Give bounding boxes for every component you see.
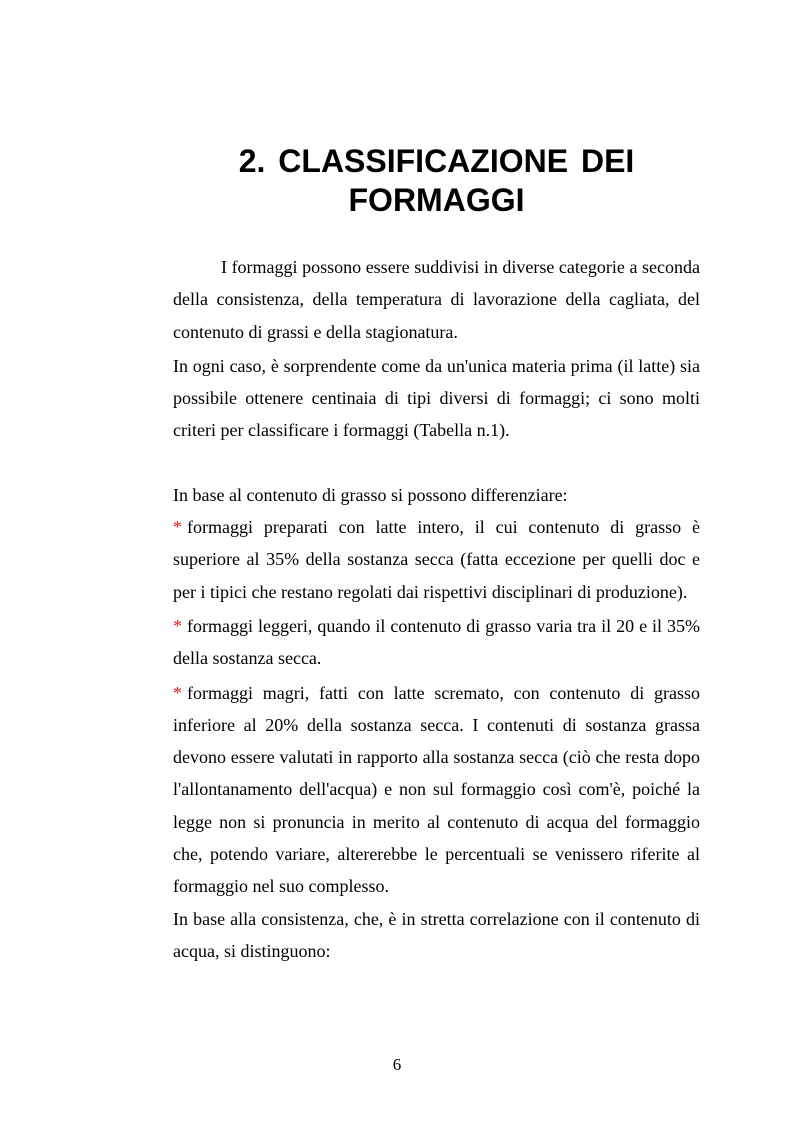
intro-paragraph: I formaggi possono essere suddivisi in diverse categorie a seconda della consistenza, della temperatura di lavorazione della cagliata, del contenuto di grassi e della stagionatura. — [173, 257, 700, 342]
bullet-item — [173, 677, 700, 903]
chapter-title-line-2: FORMAGGI — [348, 182, 525, 218]
chapter-title — [173, 142, 700, 220]
bullet-asterisk-icon: * — [173, 517, 182, 538]
body-text — [173, 251, 700, 967]
bullet-text: formaggi leggeri, quando il contenuto di grasso varia tra il 20 e il 35% della sostanza secca. — [173, 615, 700, 669]
bullet-text: formaggi magri, fatti con latte scremato, con contenuto di grasso inferiore al 20% della sostanza secca. I contenuti di sostanza grassa devono essere valutati in rapporto alla sostanza secca (ciò che resta dopo l'allontanamento dell'acqua) e non sul formaggio così com'è, poiché la legge non si pronuncia in merito al contenuto di acqua del formaggio che, potendo variare, altererebbe le percentuali se venissero riferite al formaggio nel suo complesso. — [173, 682, 700, 897]
bullet-item — [173, 511, 700, 608]
page-number: 6 — [392, 1055, 402, 1074]
consistency-intro: In base alla consistenza, che, è in stretta correlazione con il contenuto di acqua, si distinguono: — [173, 908, 700, 961]
bullet-asterisk-icon: * — [173, 682, 182, 703]
second-paragraph: In ogni caso, è sorprendente come da un'unica materia prima (il latte) sia possibile ottenere centinaia di tipi diversi di formaggi; ci sono molti criteri per classificare i formaggi (Tabella n.1). — [173, 355, 700, 441]
chapter-title-line-1: 2. CLASSIFICAZIONE DEI — [238, 143, 635, 179]
bullet-item — [173, 610, 700, 675]
fat-content-intro: In base al contenuto di grasso si possono differenziare: — [173, 484, 568, 505]
bullet-text: formaggi preparati con latte intero, il cui contenuto di grasso è superiore al 35% della sostanza secca (fatta eccezione per quelli doc e per i tipici che restano regolati dai rispettivi disciplinari di produzione). — [173, 517, 700, 602]
bullet-asterisk-icon: * — [173, 615, 182, 636]
